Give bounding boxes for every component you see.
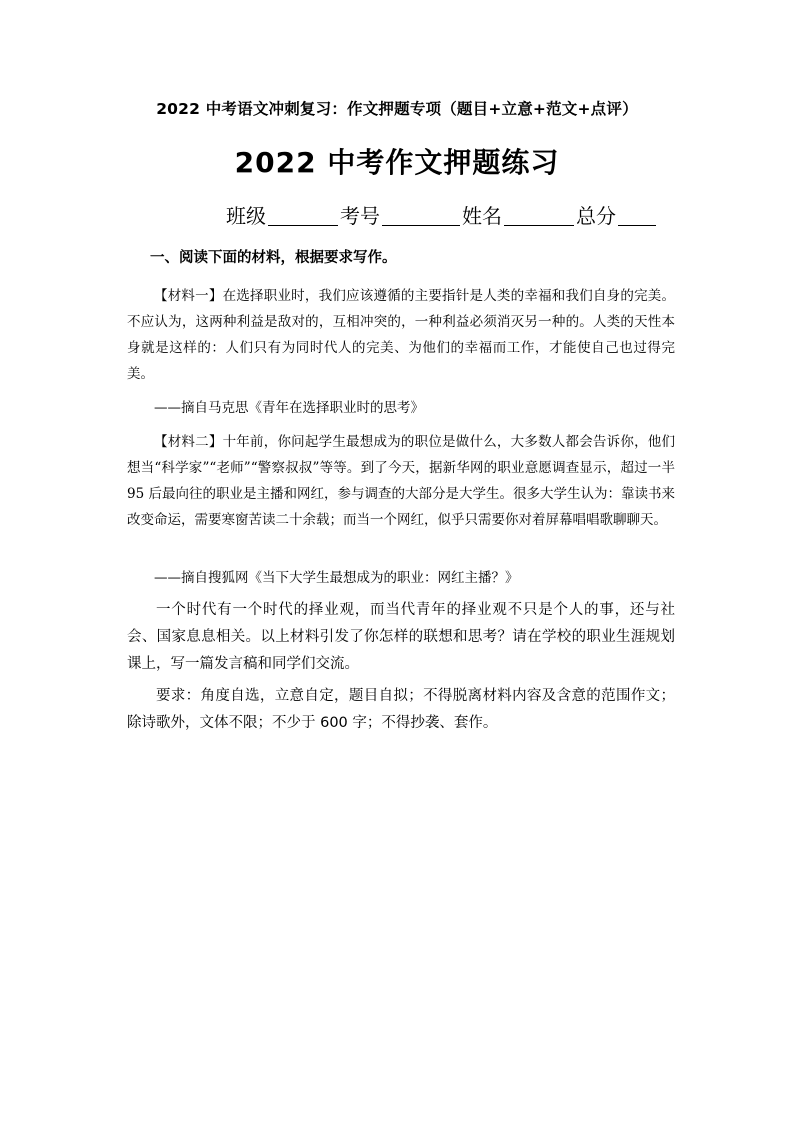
section-heading: 一、阅读下面的材料，根据要求写作。: [150, 250, 397, 266]
material-two-text: 十年前，你问起学生最想成为的职位是做什么，大多数人都会告诉你，他们想当“科学家”“老师”“警察叔叔”等等。到了今天，据新华网的职业意愿调查显示，超过一半 95 后最向往的职业是主播和网红，参与调查的大部分是大学生。很多大学生认为：靠读书来改变命运，需要寒窗苦读二十余载；而当一个网红，似乎只需要你对着屏幕唱唱歌聊聊天。: [127, 434, 676, 528]
class-label: 班级: [226, 204, 266, 228]
material-two-tag: 【材料二】: [154, 434, 223, 450]
name-blank[interactable]: [504, 205, 574, 226]
material-one-source: ——摘自马克思《青年在选择职业时的思考》: [154, 400, 424, 416]
name-label: 姓名: [462, 204, 502, 228]
score-blank[interactable]: [618, 205, 656, 226]
document-heading: 2022 中考语文冲刺复习：作文押题专项（题目+立意+范文+点评）: [156, 100, 638, 118]
student-info-row: [226, 200, 658, 229]
writing-prompt: 一个时代有一个时代的择业观，而当代青年的择业观不只是个人的事，还与社会、国家息息相关。以上材料引发了你怎样的联想和思考？请在学校的职业生涯规划课上，写一篇发言稿和同学们交流。: [127, 602, 675, 672]
writing-requirements: 要求：角度自选，立意自定，题目自拟；不得脱离材料内容及含意的范围作文；除诗歌外，文体不限；不少于 600 字；不得抄袭、套作。: [127, 688, 675, 731]
material-one-text: 在选择职业时，我们应该遵循的主要指针是人类的幸福和我们自身的完美。不应认为，这两种利益是敌对的，互相冲突的，一种利益必须消灭另一种的。人类的天性本身就是这样的：人们只有为同时代人的完美、为他们的幸福而工作，才能使自己也过得完美。: [127, 288, 676, 382]
material-one-tag: 【材料一】: [154, 288, 223, 304]
material-two-source: ——摘自搜狐网《当下大学生最想成为的职业：网红主播？》: [154, 570, 519, 586]
class-blank[interactable]: [268, 205, 338, 226]
material-two-paragraph: [127, 429, 675, 533]
document-title: 2022 中考作文押题练习: [234, 146, 560, 179]
material-one-paragraph: [127, 283, 675, 387]
exam-number-blank[interactable]: [382, 205, 460, 226]
exam-number-label: 考号: [340, 204, 380, 228]
score-label: 总分: [576, 204, 616, 228]
